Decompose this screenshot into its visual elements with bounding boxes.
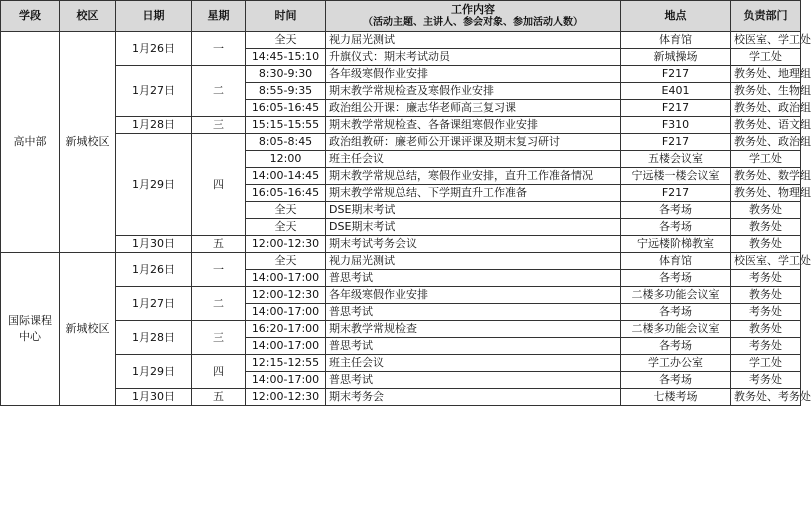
time-cell: 12:00-12:30 [246, 287, 326, 304]
time-cell: 全天 [246, 219, 326, 236]
table-row [1, 66, 801, 83]
dept-cell: 学工处 [731, 151, 801, 168]
weekday-cell: 四 [192, 134, 246, 236]
content-cell: 期末考务会 [326, 389, 621, 406]
dept-cell: 教务处、考务处 [731, 389, 801, 406]
table-row [1, 389, 801, 406]
dept-cell: 考务处 [731, 270, 801, 287]
campus-cell: 新城校区 [60, 253, 116, 406]
location-cell: 新城操场 [621, 49, 731, 66]
dept-cell: 教务处、数学组 [731, 168, 801, 185]
time-cell: 14:00-17:00 [246, 304, 326, 321]
time-cell: 14:00-17:00 [246, 372, 326, 389]
date-cell: 1月27日 [116, 287, 192, 321]
weekday-cell: 三 [192, 321, 246, 355]
time-cell: 14:00-14:45 [246, 168, 326, 185]
dept-cell: 教务处 [731, 219, 801, 236]
content-cell: 视力屈光测试 [326, 32, 621, 49]
dept-cell: 教务处、生物组 [731, 83, 801, 100]
date-cell: 1月26日 [116, 32, 192, 66]
location-cell: 体育馆 [621, 253, 731, 270]
content-cell: 期末教学常规检查 [326, 321, 621, 338]
location-cell: F217 [621, 66, 731, 83]
location-cell: 二楼多功能会议室 [621, 321, 731, 338]
content-cell: 普思考试 [326, 338, 621, 355]
table-row [1, 236, 801, 253]
time-cell: 16:05-16:45 [246, 100, 326, 117]
content-cell: DSE期末考试 [326, 202, 621, 219]
date-cell: 1月27日 [116, 66, 192, 117]
dept-cell: 校医室、学工处 [731, 32, 801, 49]
location-cell: 二楼多功能会议室 [621, 287, 731, 304]
dept-cell: 教务处、政治组 [731, 100, 801, 117]
content-cell: 普思考试 [326, 372, 621, 389]
content-cell: 政治组公开课：廉志华老师高三复习课 [326, 100, 621, 117]
location-cell: 宁远楼一楼会议室 [621, 168, 731, 185]
location-cell: 七楼考场 [621, 389, 731, 406]
header-campus: 校区 [60, 1, 116, 32]
content-cell: 各年级寒假作业安排 [326, 66, 621, 83]
weekday-cell: 三 [192, 117, 246, 134]
header-weekday: 星期 [192, 1, 246, 32]
dept-cell: 学工处 [731, 355, 801, 372]
time-cell: 8:55-9:35 [246, 83, 326, 100]
time-cell: 16:05-16:45 [246, 185, 326, 202]
header-row [1, 1, 801, 32]
date-cell: 1月30日 [116, 389, 192, 406]
location-cell: 各考场 [621, 270, 731, 287]
header-content-sub: （活动主题、主讲人、参会对象、参加活动人数） [363, 17, 583, 28]
schedule-body [1, 32, 811, 406]
time-cell: 全天 [246, 202, 326, 219]
weekday-cell: 二 [192, 287, 246, 321]
weekday-cell: 一 [192, 32, 246, 66]
weekday-cell: 五 [192, 236, 246, 253]
section-cell: 高中部 [1, 32, 60, 253]
location-cell: 各考场 [621, 219, 731, 236]
location-cell: 体育馆 [621, 32, 731, 49]
dept-cell: 教务处、语文组 [731, 117, 801, 134]
content-cell: 期末教学常规总结、下学期直升工作准备 [326, 185, 621, 202]
content-cell: 期末教学常规总结，寒假作业安排，直升工作准备情况 [326, 168, 621, 185]
date-cell: 1月28日 [116, 117, 192, 134]
header-dept: 负责部门 [731, 1, 801, 32]
header-location: 地点 [621, 1, 731, 32]
table-row [1, 32, 801, 49]
content-cell: 期末教学常规检查及寒假作业安排 [326, 83, 621, 100]
time-cell: 8:30-9:30 [246, 66, 326, 83]
table-row [1, 117, 801, 134]
date-cell: 1月28日 [116, 321, 192, 355]
header-section: 学段 [1, 1, 60, 32]
table-row [1, 253, 801, 270]
time-cell: 全天 [246, 253, 326, 270]
header-time: 时间 [246, 1, 326, 32]
header-date: 日期 [116, 1, 192, 32]
dept-cell: 教务处、物理组 [731, 185, 801, 202]
dept-cell: 考务处 [731, 372, 801, 389]
time-cell: 14:45-15:10 [246, 49, 326, 66]
time-cell: 15:15-15:55 [246, 117, 326, 134]
weekday-cell: 五 [192, 389, 246, 406]
header-content [326, 1, 621, 32]
header-content-main: 工作内容 [451, 3, 495, 16]
dept-cell: 教务处 [731, 287, 801, 304]
dept-cell: 教务处 [731, 202, 801, 219]
weekday-cell: 二 [192, 66, 246, 117]
time-cell: 14:00-17:00 [246, 270, 326, 287]
location-cell: F217 [621, 100, 731, 117]
campus-cell: 新城校区 [60, 32, 116, 253]
table-row [1, 321, 801, 338]
dept-cell: 考务处 [731, 338, 801, 355]
location-cell: 学工办公室 [621, 355, 731, 372]
date-cell: 1月29日 [116, 134, 192, 236]
time-cell: 全天 [246, 32, 326, 49]
location-cell: 各考场 [621, 372, 731, 389]
time-cell: 12:00-12:30 [246, 236, 326, 253]
table-row [1, 355, 801, 372]
table-row [1, 287, 801, 304]
time-cell: 14:00-17:00 [246, 338, 326, 355]
weekday-cell: 四 [192, 355, 246, 389]
dept-cell: 考务处 [731, 304, 801, 321]
content-cell: 各年级寒假作业安排 [326, 287, 621, 304]
dept-cell: 教务处 [731, 236, 801, 253]
content-cell: 政治组教研：廉老师公开课评课及期末复习研讨 [326, 134, 621, 151]
dept-cell: 教务处、政治组 [731, 134, 801, 151]
location-cell: 各考场 [621, 202, 731, 219]
time-cell: 12:00 [246, 151, 326, 168]
date-cell: 1月26日 [116, 253, 192, 287]
content-cell: 升旗仪式：期末考试动员 [326, 49, 621, 66]
section-cell: 国际课程中心 [1, 253, 60, 406]
time-cell: 16:20-17:00 [246, 321, 326, 338]
dept-cell: 教务处、地理组 [731, 66, 801, 83]
content-cell: 期末教学常规检查、各备课组寒假作业安排 [326, 117, 621, 134]
time-cell: 12:15-12:55 [246, 355, 326, 372]
date-cell: 1月30日 [116, 236, 192, 253]
dept-cell: 学工处 [731, 49, 801, 66]
weekday-cell: 一 [192, 253, 246, 287]
content-cell: DSE期末考试 [326, 219, 621, 236]
dept-cell: 教务处 [731, 321, 801, 338]
location-cell: F217 [621, 134, 731, 151]
content-cell: 班主任会议 [326, 355, 621, 372]
location-cell: 各考场 [621, 338, 731, 355]
table-row [1, 134, 801, 151]
time-cell: 12:00-12:30 [246, 389, 326, 406]
location-cell: 宁远楼阶梯教室 [621, 236, 731, 253]
dept-cell: 校医室、学工处 [731, 253, 801, 270]
location-cell: F310 [621, 117, 731, 134]
content-cell: 期末考试考务会议 [326, 236, 621, 253]
location-cell: E401 [621, 83, 731, 100]
location-cell: F217 [621, 185, 731, 202]
content-cell: 普思考试 [326, 270, 621, 287]
location-cell: 五楼会议室 [621, 151, 731, 168]
content-cell: 视力屈光测试 [326, 253, 621, 270]
time-cell: 8:05-8:45 [246, 134, 326, 151]
content-cell: 普思考试 [326, 304, 621, 321]
location-cell: 各考场 [621, 304, 731, 321]
date-cell: 1月29日 [116, 355, 192, 389]
content-cell: 班主任会议 [326, 151, 621, 168]
